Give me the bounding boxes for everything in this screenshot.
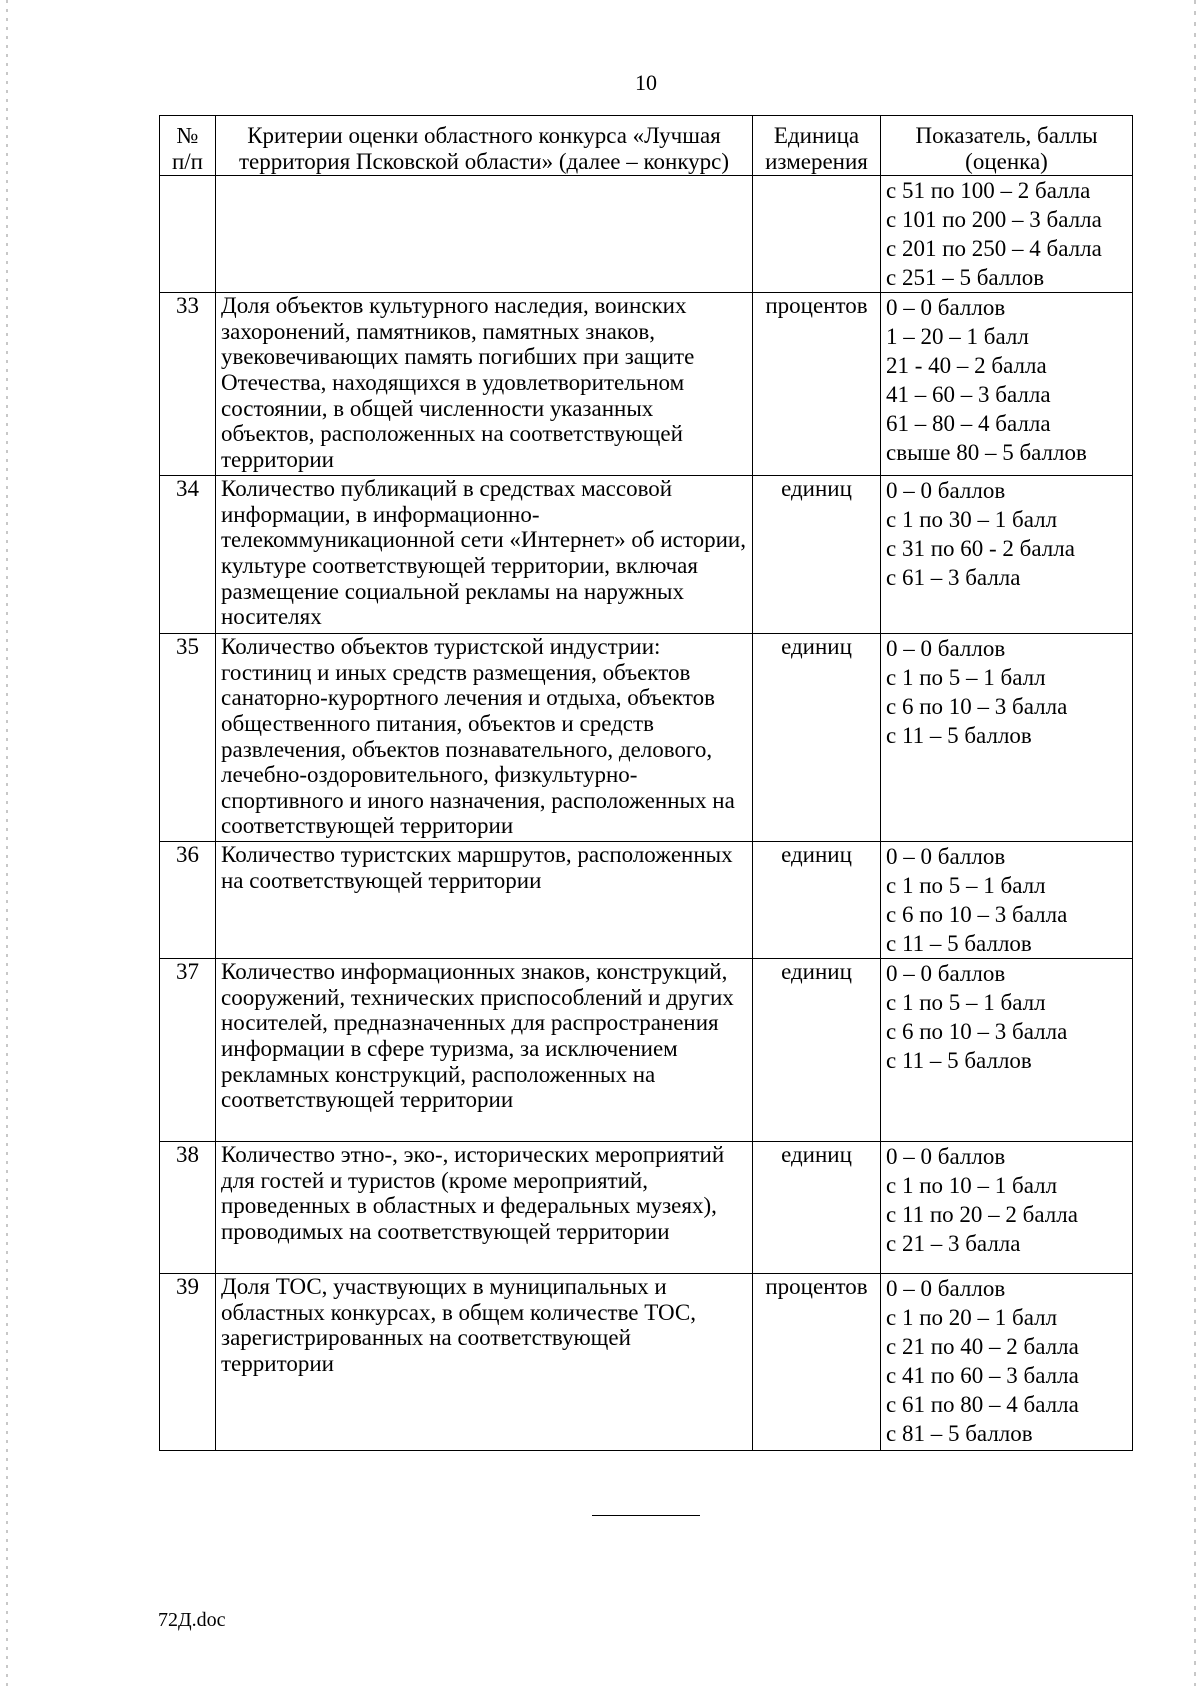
- cell-criteria: [216, 176, 753, 293]
- cell-num: 36: [160, 842, 216, 959]
- cell-score: [881, 176, 1133, 293]
- scan-edge-right: [1194, 0, 1196, 1686]
- score-line: 0 – 0 баллов: [886, 1276, 1006, 1302]
- cell-num: 37: [160, 959, 216, 1142]
- score-line: с 101 по 200 – 3 балла: [886, 207, 1102, 233]
- header-unit: [753, 116, 881, 176]
- header-criteria-line: Критерии оценки областного конкурса «Лучшая: [247, 123, 721, 148]
- table-row: [160, 293, 1133, 476]
- cell-criteria: Количество объектов туристской индустрии: гостиниц и иных средств размещения, объектов санаторно-курортного лечения и отдыха, объектов общественного питания, объектов и средств развлечения, объектов познавательного, делового, лечебно-оздоровительного, физкультурно-спортивного и иного назначения, расположенных на соответствующей территории: [216, 634, 753, 842]
- cell-unit: [753, 176, 881, 293]
- cell-unit: единиц: [753, 842, 881, 959]
- cell-criteria: Количество этно-, эко-, исторических мероприятий для гостей и туристов (кроме мероприятий, проведенных в областных и федеральных музеях), проводимых на соответствующей территории: [216, 1142, 753, 1274]
- doc-filename: 72Д.doc: [158, 1609, 226, 1631]
- score-line: с 11 – 5 баллов: [886, 1048, 1032, 1074]
- header-num-line: п/п: [171, 148, 203, 174]
- cell-criteria: Количество информационных знаков, конструкций, сооружений, технических приспособлений и других носителей, предназначенных для распространения информации в сфере туризма, за исключением рекламных конструкций, расположенных на соответствующей территории: [216, 959, 753, 1142]
- score-line: с 6 по 10 – 3 балла: [886, 694, 1068, 720]
- score-line: с 21 – 3 балла: [886, 1231, 1021, 1257]
- score-line: с 81 – 5 баллов: [886, 1421, 1033, 1447]
- cell-score: [881, 476, 1133, 634]
- header-criteria-line: территория Псковской области» (далее – конкурс): [238, 148, 730, 174]
- header-unit-line: измерения: [765, 148, 868, 174]
- header-num-line: №: [176, 123, 199, 148]
- score-line: с 1 по 20 – 1 балл: [886, 1305, 1058, 1331]
- cell-num: [160, 176, 216, 293]
- cell-criteria: Количество публикаций в средствах массовой информации, в информационно-телекоммуникационной сети «Интернет» об истории, культуре соответствующей территории, включая размещение социальной рекламы на наружных носителях: [216, 476, 753, 634]
- cell-score: [881, 1274, 1133, 1451]
- table-row: [160, 1274, 1133, 1451]
- score-line: с 6 по 10 – 3 балла: [886, 902, 1068, 928]
- cell-unit: единиц: [753, 1142, 881, 1274]
- table-row: [160, 842, 1133, 959]
- score-line: с 31 по 60 - 2 балла: [886, 536, 1075, 562]
- score-line: с 51 по 100 – 2 балла: [886, 178, 1091, 204]
- cell-unit: процентов: [753, 1274, 881, 1451]
- score-line: 0 – 0 баллов: [886, 295, 1006, 321]
- score-line: 61 – 80 – 4 балла: [886, 411, 1051, 437]
- score-line: с 6 по 10 – 3 балла: [886, 1019, 1068, 1045]
- score-line: с 41 по 60 – 3 балла: [886, 1363, 1079, 1389]
- header-unit-line: Единица: [773, 123, 860, 148]
- cell-score: [881, 842, 1133, 959]
- cell-unit: единиц: [753, 634, 881, 842]
- score-line: с 1 по 5 – 1 балл: [886, 665, 1046, 691]
- cell-criteria: Количество туристских маршрутов, расположенных на соответствующей территории: [216, 842, 753, 959]
- cell-num: 39: [160, 1274, 216, 1451]
- header-num: [160, 116, 216, 176]
- score-line: с 61 – 3 балла: [886, 565, 1021, 591]
- score-line: с 11 по 20 – 2 балла: [886, 1202, 1078, 1228]
- score-line: с 251 – 5 баллов: [886, 265, 1045, 291]
- cell-num: 35: [160, 634, 216, 842]
- header-score-line: Показатель, баллы: [915, 123, 1098, 148]
- criteria-table: [159, 115, 1133, 1451]
- score-line: 0 – 0 баллов: [886, 636, 1006, 662]
- cell-score: [881, 959, 1133, 1142]
- score-line: 41 – 60 – 3 балла: [886, 382, 1051, 408]
- page-number: 10: [635, 70, 657, 95]
- score-line: 1 – 20 – 1 балл: [886, 324, 1029, 350]
- cell-score: [881, 293, 1133, 476]
- cell-unit: единиц: [753, 476, 881, 634]
- cell-score: [881, 1142, 1133, 1274]
- end-divider: [592, 1515, 700, 1516]
- cell-criteria: Доля ТОС, участвующих в муниципальных и областных конкурсах, в общем количестве ТОС, зарегистрированных на соответствующей территории: [216, 1274, 753, 1451]
- score-line: 0 – 0 баллов: [886, 478, 1006, 504]
- table-row: [160, 959, 1133, 1142]
- table-header-row: [160, 116, 1133, 176]
- table-row: [160, 634, 1133, 842]
- table-row: [160, 476, 1133, 634]
- table-row-continuation: [160, 176, 1133, 293]
- score-line: 0 – 0 баллов: [886, 1144, 1006, 1170]
- score-line: с 11 – 5 баллов: [886, 723, 1032, 749]
- score-line: 0 – 0 баллов: [886, 961, 1006, 987]
- score-line: с 201 по 250 – 4 балла: [886, 236, 1102, 262]
- cell-unit: процентов: [753, 293, 881, 476]
- score-line: с 1 по 5 – 1 балл: [886, 873, 1046, 899]
- score-line: свыше 80 – 5 баллов: [886, 440, 1087, 466]
- score-line: 21 - 40 – 2 балла: [886, 353, 1047, 379]
- score-line: с 1 по 10 – 1 балл: [886, 1173, 1058, 1199]
- cell-criteria: Доля объектов культурного наследия, воинских захоронений, памятников, памятных знаков, увековечивающих память погибших при защите Отечества, находящихся в удовлетворительном состоянии, в общей численности указанных объектов, расположенных на соответствующей территории: [216, 293, 753, 476]
- cell-num: 38: [160, 1142, 216, 1274]
- cell-unit: единиц: [753, 959, 881, 1142]
- score-line: с 21 по 40 – 2 балла: [886, 1334, 1079, 1360]
- cell-num: 34: [160, 476, 216, 634]
- header-score: [881, 116, 1133, 176]
- cell-score: [881, 634, 1133, 842]
- score-line: с 1 по 5 – 1 балл: [886, 990, 1046, 1016]
- score-line: с 1 по 30 – 1 балл: [886, 507, 1058, 533]
- score-line: с 11 – 5 баллов: [886, 931, 1032, 957]
- score-line: 0 – 0 баллов: [886, 844, 1006, 870]
- table-row: [160, 1142, 1133, 1274]
- header-criteria: [216, 116, 753, 176]
- header-score-line: (оценка): [965, 148, 1048, 174]
- scan-edge-left: [6, 0, 8, 1686]
- score-line: с 61 по 80 – 4 балла: [886, 1392, 1079, 1418]
- cell-num: 33: [160, 293, 216, 476]
